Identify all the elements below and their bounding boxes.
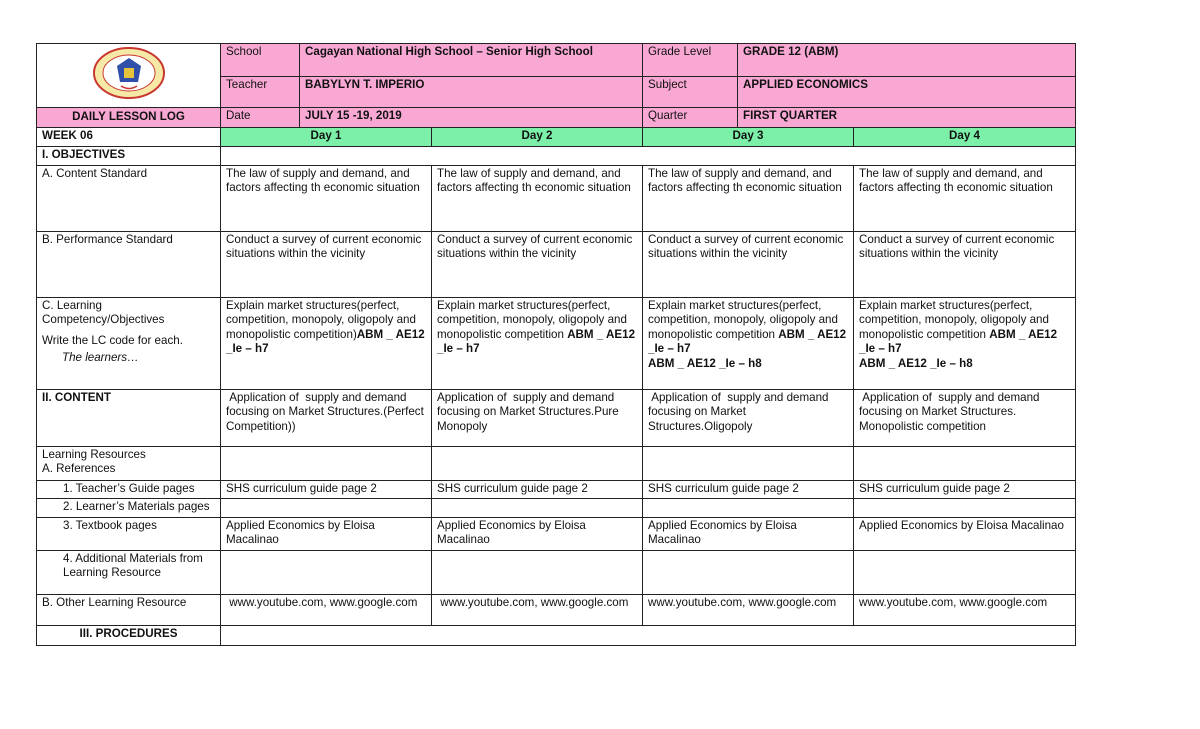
performance-standard-day1: Conduct a survey of current economic situations within the vicinity xyxy=(221,231,432,297)
other-resource-day1: www.youtube.com, www.google.com xyxy=(221,594,432,625)
teacher-label: Teacher xyxy=(221,77,300,107)
learning-competency-day4 xyxy=(854,297,1076,389)
teachers-guide-day2: SHS curriculum guide page 2 xyxy=(432,480,643,499)
additional-materials-label: 4. Additional Materials from Learning Resource xyxy=(37,550,221,594)
teachers-guide-day1: SHS curriculum guide page 2 xyxy=(221,480,432,499)
content-day3: Application of supply and demand focusing on Market Structures.Oligopoly xyxy=(643,389,854,446)
content-label: II. CONTENT xyxy=(37,389,221,446)
additional-materials-day1 xyxy=(221,550,432,594)
content-standard-day2: The law of supply and demand, and factors affecting th economic situation xyxy=(432,165,643,231)
other-resource-day4: www.youtube.com, www.google.com xyxy=(854,594,1076,625)
content-standard-day1: The law of supply and demand, and factors affecting th economic situation xyxy=(221,165,432,231)
other-resource-day3: www.youtube.com, www.google.com xyxy=(643,594,854,625)
textbook-label: 3. Textbook pages xyxy=(37,517,221,550)
date-label: Date xyxy=(221,107,300,127)
references-day3 xyxy=(643,446,854,480)
daily-lesson-log-table xyxy=(36,43,1076,646)
performance-standard-day2: Conduct a survey of current economic situations within the vicinity xyxy=(432,231,643,297)
lc-code: ABM _ AE12 _Ie – h7 xyxy=(226,327,425,355)
textbook-day2: Applied Economics by Eloisa Macalinao xyxy=(432,517,643,550)
objectives-empty xyxy=(221,146,1076,165)
performance-standard-day3: Conduct a survey of current economic situations within the vicinity xyxy=(643,231,854,297)
school-label: School xyxy=(221,44,300,77)
learners-materials-day1 xyxy=(221,499,432,518)
lc-code: ABM _ AE12 _Ie – h7 xyxy=(437,327,636,355)
references-label: A. References xyxy=(42,462,116,475)
subject-label: Subject xyxy=(643,77,738,107)
lc-code-2: ABM _ AE12 _Ie – h8 xyxy=(648,356,762,370)
lc-text: Explain market structures(perfect, competition, monopoly, oligopoly and monopolistic competition xyxy=(648,298,838,341)
day-2-header: Day 2 xyxy=(432,127,643,146)
learners-materials-label: 2. Learner’s Materials pages xyxy=(37,499,221,518)
grade-value: GRADE 12 (ABM) xyxy=(738,44,1076,77)
lc-code-note: Write the LC code for each. xyxy=(42,333,183,347)
lc-code-2: ABM _ AE12 _Ie – h8 xyxy=(859,356,973,370)
week-label: WEEK 06 xyxy=(37,127,221,146)
procedures-empty xyxy=(221,625,1076,645)
learners-note: The learners… xyxy=(62,351,139,364)
procedures-heading: III. PROCEDURES xyxy=(37,625,221,645)
content-day1: Application of supply and demand focusing on Market Structures.(Perfect Competition)) xyxy=(221,389,432,446)
additional-materials-day3 xyxy=(643,550,854,594)
daily-lesson-log-title: DAILY LESSON LOG xyxy=(37,107,221,127)
teacher-value: BABYLYN T. IMPERIO xyxy=(300,77,643,107)
grade-label: Grade Level xyxy=(643,44,738,77)
learning-competency-label: C. Learning Competency/Objectives xyxy=(42,298,165,326)
learning-competency-day1 xyxy=(221,297,432,389)
performance-standard-label: B. Performance Standard xyxy=(37,231,221,297)
teachers-guide-label: 1. Teacher’s Guide pages xyxy=(37,480,221,499)
date-value: JULY 15 -19, 2019 xyxy=(300,107,643,127)
additional-materials-day4 xyxy=(854,550,1076,594)
references-day4 xyxy=(854,446,1076,480)
teachers-guide-day4: SHS curriculum guide page 2 xyxy=(854,480,1076,499)
content-day4: Application of supply and demand focusing on Market Structures. Monopolistic competition xyxy=(854,389,1076,446)
lc-text: Explain market structures(perfect, competition, monopoly, oligopoly and monopolistic competition) xyxy=(226,298,416,341)
content-standard-day3: The law of supply and demand, and factors affecting th economic situation xyxy=(643,165,854,231)
textbook-day3: Applied Economics by Eloisa Macalinao xyxy=(643,517,854,550)
textbook-day1: Applied Economics by Eloisa Macalinao xyxy=(221,517,432,550)
lc-text: Explain market structures(perfect, competition, monopoly, oligopoly and monopolistic competition xyxy=(859,298,1049,341)
lc-code: ABM _ AE12 _Ie – h7 xyxy=(648,327,847,355)
learning-competency-day2 xyxy=(432,297,643,389)
lc-code: ABM _ AE12 _Ie – h7 xyxy=(859,327,1058,355)
quarter-value: FIRST QUARTER xyxy=(738,107,1076,127)
deped-logo xyxy=(37,44,221,108)
day-4-header: Day 4 xyxy=(854,127,1076,146)
school-value: Cagayan National High School – Senior High School xyxy=(300,44,643,77)
learners-materials-day4 xyxy=(854,499,1076,518)
day-1-header: Day 1 xyxy=(221,127,432,146)
other-resource-label: B. Other Learning Resource xyxy=(37,594,221,625)
additional-materials-day2 xyxy=(432,550,643,594)
subject-value: APPLIED ECONOMICS xyxy=(738,77,1076,107)
performance-standard-day4: Conduct a survey of current economic situations within the vicinity xyxy=(854,231,1076,297)
day-3-header: Day 3 xyxy=(643,127,854,146)
learners-materials-day3 xyxy=(643,499,854,518)
lc-text: Explain market structures(perfect, competition, monopoly, oligopoly and monopolistic competition xyxy=(437,298,627,341)
learning-resources-label: Learning Resources xyxy=(42,447,146,461)
learning-competency-label-cell xyxy=(37,297,221,389)
objectives-heading: I. OBJECTIVES xyxy=(37,146,221,165)
content-standard-label: A. Content Standard xyxy=(37,165,221,231)
references-day2 xyxy=(432,446,643,480)
learning-resources-label-cell xyxy=(37,446,221,480)
other-resource-day2: www.youtube.com, www.google.com xyxy=(432,594,643,625)
content-day2: Application of supply and demand focusing on Market Structures.Pure Monopoly xyxy=(432,389,643,446)
learners-materials-day2 xyxy=(432,499,643,518)
learning-competency-day3 xyxy=(643,297,854,389)
textbook-day4: Applied Economics by Eloisa Macalinao xyxy=(854,517,1076,550)
teachers-guide-day3: SHS curriculum guide page 2 xyxy=(643,480,854,499)
quarter-label: Quarter xyxy=(643,107,738,127)
references-day1 xyxy=(221,446,432,480)
content-standard-day4: The law of supply and demand, and factors affecting th economic situation xyxy=(854,165,1076,231)
deped-seal-icon xyxy=(91,46,167,100)
